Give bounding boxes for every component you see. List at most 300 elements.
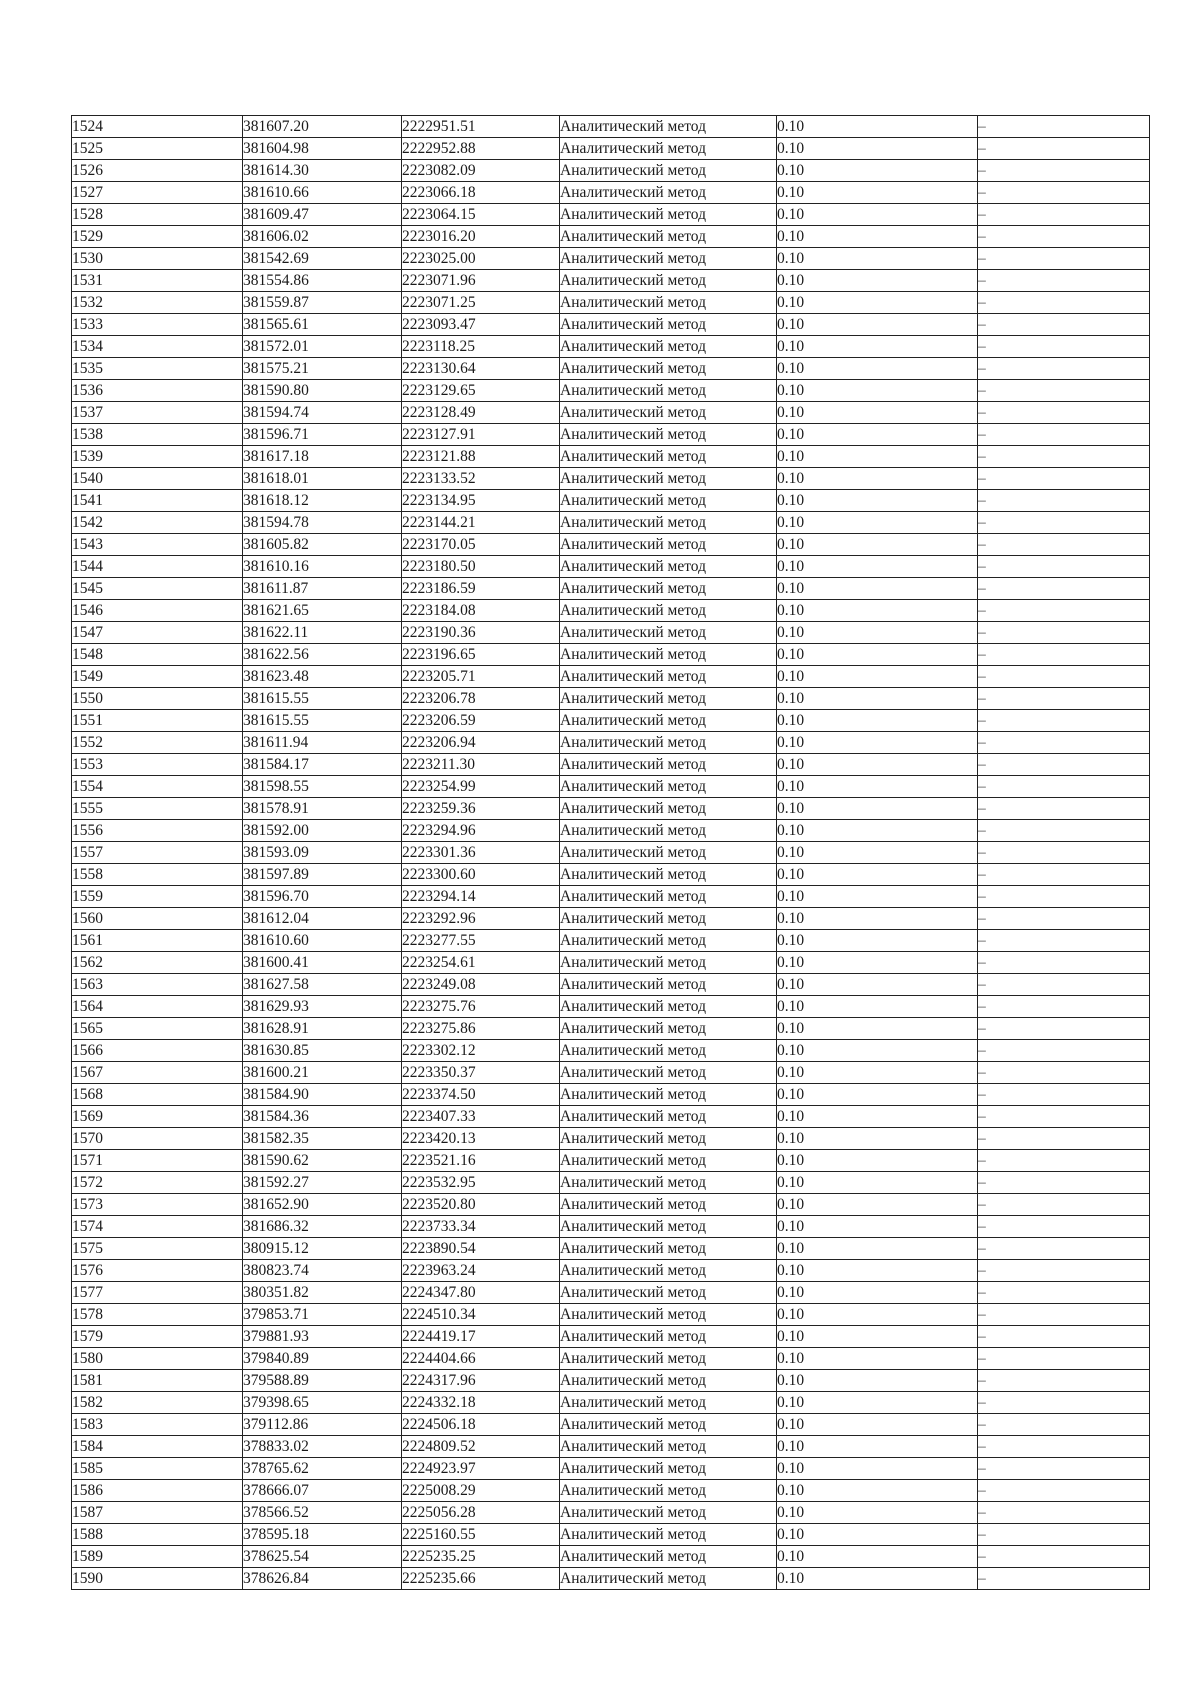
y-coordinate-cell: 2223275.76 bbox=[402, 996, 560, 1018]
y-coordinate-cell: 2224923.97 bbox=[402, 1458, 560, 1480]
note-cell: – bbox=[978, 1414, 1150, 1436]
method-cell: Аналитический метод bbox=[560, 1062, 777, 1084]
table-row bbox=[72, 1084, 1150, 1106]
method-cell: Аналитический метод bbox=[560, 182, 777, 204]
accuracy-cell: 0.10 bbox=[777, 666, 978, 688]
table-row bbox=[72, 182, 1150, 204]
note-cell: – bbox=[978, 248, 1150, 270]
accuracy-cell: 0.10 bbox=[777, 1282, 978, 1304]
accuracy-cell: 0.10 bbox=[777, 930, 978, 952]
point-number-cell: 1569 bbox=[72, 1106, 243, 1128]
y-coordinate-cell: 2223259.36 bbox=[402, 798, 560, 820]
method-cell: Аналитический метод bbox=[560, 402, 777, 424]
table-row bbox=[72, 842, 1150, 864]
point-number-cell: 1544 bbox=[72, 556, 243, 578]
method-cell: Аналитический метод bbox=[560, 248, 777, 270]
point-number-cell: 1549 bbox=[72, 666, 243, 688]
table-row bbox=[72, 754, 1150, 776]
method-cell: Аналитический метод bbox=[560, 204, 777, 226]
y-coordinate-cell: 2225235.66 bbox=[402, 1568, 560, 1590]
y-coordinate-cell: 2223249.08 bbox=[402, 974, 560, 996]
y-coordinate-cell: 2223118.25 bbox=[402, 336, 560, 358]
method-cell: Аналитический метод bbox=[560, 776, 777, 798]
table-row bbox=[72, 1546, 1150, 1568]
y-coordinate-cell: 2223066.18 bbox=[402, 182, 560, 204]
point-number-cell: 1540 bbox=[72, 468, 243, 490]
table-row bbox=[72, 666, 1150, 688]
point-number-cell: 1582 bbox=[72, 1392, 243, 1414]
method-cell: Аналитический метод bbox=[560, 1150, 777, 1172]
point-number-cell: 1539 bbox=[72, 446, 243, 468]
note-cell: – bbox=[978, 754, 1150, 776]
method-cell: Аналитический метод bbox=[560, 1018, 777, 1040]
x-coordinate-cell: 381611.94 bbox=[243, 732, 402, 754]
accuracy-cell: 0.10 bbox=[777, 1370, 978, 1392]
point-number-cell: 1534 bbox=[72, 336, 243, 358]
method-cell: Аналитический метод bbox=[560, 600, 777, 622]
x-coordinate-cell: 381554.86 bbox=[243, 270, 402, 292]
accuracy-cell: 0.10 bbox=[777, 688, 978, 710]
method-cell: Аналитический метод bbox=[560, 1128, 777, 1150]
method-cell: Аналитический метод bbox=[560, 380, 777, 402]
accuracy-cell: 0.10 bbox=[777, 710, 978, 732]
x-coordinate-cell: 378765.62 bbox=[243, 1458, 402, 1480]
x-coordinate-cell: 381592.00 bbox=[243, 820, 402, 842]
x-coordinate-cell: 381605.82 bbox=[243, 534, 402, 556]
point-number-cell: 1531 bbox=[72, 270, 243, 292]
x-coordinate-cell: 380351.82 bbox=[243, 1282, 402, 1304]
method-cell: Аналитический метод bbox=[560, 490, 777, 512]
note-cell: – bbox=[978, 292, 1150, 314]
y-coordinate-cell: 2225235.25 bbox=[402, 1546, 560, 1568]
method-cell: Аналитический метод bbox=[560, 1260, 777, 1282]
point-number-cell: 1568 bbox=[72, 1084, 243, 1106]
point-number-cell: 1525 bbox=[72, 138, 243, 160]
y-coordinate-cell: 2223071.25 bbox=[402, 292, 560, 314]
table-row bbox=[72, 1326, 1150, 1348]
y-coordinate-cell: 2223064.15 bbox=[402, 204, 560, 226]
point-number-cell: 1579 bbox=[72, 1326, 243, 1348]
table-row bbox=[72, 1216, 1150, 1238]
point-number-cell: 1527 bbox=[72, 182, 243, 204]
y-coordinate-cell: 2223130.64 bbox=[402, 358, 560, 380]
note-cell: – bbox=[978, 358, 1150, 380]
x-coordinate-cell: 378833.02 bbox=[243, 1436, 402, 1458]
y-coordinate-cell: 2223127.91 bbox=[402, 424, 560, 446]
method-cell: Аналитический метод bbox=[560, 336, 777, 358]
note-cell: – bbox=[978, 864, 1150, 886]
y-coordinate-cell: 2223093.47 bbox=[402, 314, 560, 336]
accuracy-cell: 0.10 bbox=[777, 842, 978, 864]
point-number-cell: 1530 bbox=[72, 248, 243, 270]
x-coordinate-cell: 381584.17 bbox=[243, 754, 402, 776]
method-cell: Аналитический метод bbox=[560, 754, 777, 776]
table-row bbox=[72, 556, 1150, 578]
table-row bbox=[72, 1502, 1150, 1524]
x-coordinate-cell: 381622.56 bbox=[243, 644, 402, 666]
method-cell: Аналитический метод bbox=[560, 1392, 777, 1414]
y-coordinate-cell: 2223206.94 bbox=[402, 732, 560, 754]
note-cell: – bbox=[978, 138, 1150, 160]
table-row bbox=[72, 1040, 1150, 1062]
point-number-cell: 1581 bbox=[72, 1370, 243, 1392]
method-cell: Аналитический метод bbox=[560, 512, 777, 534]
method-cell: Аналитический метод bbox=[560, 1480, 777, 1502]
x-coordinate-cell: 379853.71 bbox=[243, 1304, 402, 1326]
note-cell: – bbox=[978, 1084, 1150, 1106]
y-coordinate-cell: 2223016.20 bbox=[402, 226, 560, 248]
note-cell: – bbox=[978, 402, 1150, 424]
table-row bbox=[72, 1414, 1150, 1436]
accuracy-cell: 0.10 bbox=[777, 556, 978, 578]
accuracy-cell: 0.10 bbox=[777, 314, 978, 336]
point-number-cell: 1547 bbox=[72, 622, 243, 644]
point-number-cell: 1590 bbox=[72, 1568, 243, 1590]
x-coordinate-cell: 381612.04 bbox=[243, 908, 402, 930]
method-cell: Аналитический метод bbox=[560, 1194, 777, 1216]
point-number-cell: 1572 bbox=[72, 1172, 243, 1194]
table-row bbox=[72, 1304, 1150, 1326]
accuracy-cell: 0.10 bbox=[777, 996, 978, 1018]
point-number-cell: 1565 bbox=[72, 1018, 243, 1040]
accuracy-cell: 0.10 bbox=[777, 908, 978, 930]
note-cell: – bbox=[978, 424, 1150, 446]
note-cell: – bbox=[978, 380, 1150, 402]
method-cell: Аналитический метод bbox=[560, 798, 777, 820]
table-row bbox=[72, 270, 1150, 292]
point-number-cell: 1563 bbox=[72, 974, 243, 996]
x-coordinate-cell: 381604.98 bbox=[243, 138, 402, 160]
point-number-cell: 1548 bbox=[72, 644, 243, 666]
y-coordinate-cell: 2223196.65 bbox=[402, 644, 560, 666]
table-row bbox=[72, 446, 1150, 468]
method-cell: Аналитический метод bbox=[560, 820, 777, 842]
y-coordinate-cell: 2224317.96 bbox=[402, 1370, 560, 1392]
note-cell: – bbox=[978, 314, 1150, 336]
point-number-cell: 1537 bbox=[72, 402, 243, 424]
note-cell: – bbox=[978, 468, 1150, 490]
accuracy-cell: 0.10 bbox=[777, 1172, 978, 1194]
point-number-cell: 1574 bbox=[72, 1216, 243, 1238]
accuracy-cell: 0.10 bbox=[777, 1018, 978, 1040]
note-cell: – bbox=[978, 160, 1150, 182]
accuracy-cell: 0.10 bbox=[777, 1128, 978, 1150]
point-number-cell: 1551 bbox=[72, 710, 243, 732]
y-coordinate-cell: 2223407.33 bbox=[402, 1106, 560, 1128]
table-row bbox=[72, 908, 1150, 930]
x-coordinate-cell: 381594.78 bbox=[243, 512, 402, 534]
x-coordinate-cell: 381596.71 bbox=[243, 424, 402, 446]
note-cell: – bbox=[978, 732, 1150, 754]
x-coordinate-cell: 381596.70 bbox=[243, 886, 402, 908]
y-coordinate-cell: 2223186.59 bbox=[402, 578, 560, 600]
y-coordinate-cell: 2223294.14 bbox=[402, 886, 560, 908]
note-cell: – bbox=[978, 1260, 1150, 1282]
note-cell: – bbox=[978, 666, 1150, 688]
table-row bbox=[72, 490, 1150, 512]
note-cell: – bbox=[978, 1172, 1150, 1194]
note-cell: – bbox=[978, 1040, 1150, 1062]
x-coordinate-cell: 381590.62 bbox=[243, 1150, 402, 1172]
point-number-cell: 1545 bbox=[72, 578, 243, 600]
point-number-cell: 1573 bbox=[72, 1194, 243, 1216]
x-coordinate-cell: 379112.86 bbox=[243, 1414, 402, 1436]
y-coordinate-cell: 2223963.24 bbox=[402, 1260, 560, 1282]
accuracy-cell: 0.10 bbox=[777, 116, 978, 138]
table-row bbox=[72, 1106, 1150, 1128]
y-coordinate-cell: 2224510.34 bbox=[402, 1304, 560, 1326]
accuracy-cell: 0.10 bbox=[777, 270, 978, 292]
point-number-cell: 1552 bbox=[72, 732, 243, 754]
method-cell: Аналитический метод bbox=[560, 666, 777, 688]
point-number-cell: 1557 bbox=[72, 842, 243, 864]
accuracy-cell: 0.10 bbox=[777, 1062, 978, 1084]
method-cell: Аналитический метод bbox=[560, 644, 777, 666]
x-coordinate-cell: 379840.89 bbox=[243, 1348, 402, 1370]
x-coordinate-cell: 381590.80 bbox=[243, 380, 402, 402]
table-row bbox=[72, 864, 1150, 886]
x-coordinate-cell: 379588.89 bbox=[243, 1370, 402, 1392]
method-cell: Аналитический метод bbox=[560, 534, 777, 556]
x-coordinate-cell: 378666.07 bbox=[243, 1480, 402, 1502]
accuracy-cell: 0.10 bbox=[777, 226, 978, 248]
accuracy-cell: 0.10 bbox=[777, 776, 978, 798]
point-number-cell: 1567 bbox=[72, 1062, 243, 1084]
accuracy-cell: 0.10 bbox=[777, 1106, 978, 1128]
y-coordinate-cell: 2223520.80 bbox=[402, 1194, 560, 1216]
method-cell: Аналитический метод bbox=[560, 1370, 777, 1392]
accuracy-cell: 0.10 bbox=[777, 1480, 978, 1502]
note-cell: – bbox=[978, 1238, 1150, 1260]
method-cell: Аналитический метод bbox=[560, 842, 777, 864]
x-coordinate-cell: 381606.02 bbox=[243, 226, 402, 248]
accuracy-cell: 0.10 bbox=[777, 1436, 978, 1458]
point-number-cell: 1559 bbox=[72, 886, 243, 908]
note-cell: – bbox=[978, 1436, 1150, 1458]
x-coordinate-cell: 381621.65 bbox=[243, 600, 402, 622]
y-coordinate-cell: 2224404.66 bbox=[402, 1348, 560, 1370]
method-cell: Аналитический метод bbox=[560, 1502, 777, 1524]
table-row bbox=[72, 512, 1150, 534]
x-coordinate-cell: 381610.60 bbox=[243, 930, 402, 952]
note-cell: – bbox=[978, 1524, 1150, 1546]
note-cell: – bbox=[978, 1568, 1150, 1590]
method-cell: Аналитический метод bbox=[560, 138, 777, 160]
accuracy-cell: 0.10 bbox=[777, 446, 978, 468]
y-coordinate-cell: 2223350.37 bbox=[402, 1062, 560, 1084]
x-coordinate-cell: 381610.66 bbox=[243, 182, 402, 204]
point-number-cell: 1580 bbox=[72, 1348, 243, 1370]
x-coordinate-cell: 381597.89 bbox=[243, 864, 402, 886]
point-number-cell: 1560 bbox=[72, 908, 243, 930]
y-coordinate-cell: 2223733.34 bbox=[402, 1216, 560, 1238]
x-coordinate-cell: 381623.48 bbox=[243, 666, 402, 688]
table-row bbox=[72, 226, 1150, 248]
method-cell: Аналитический метод bbox=[560, 1304, 777, 1326]
table-row bbox=[72, 468, 1150, 490]
x-coordinate-cell: 381622.11 bbox=[243, 622, 402, 644]
accuracy-cell: 0.10 bbox=[777, 1150, 978, 1172]
accuracy-cell: 0.10 bbox=[777, 160, 978, 182]
y-coordinate-cell: 2224419.17 bbox=[402, 1326, 560, 1348]
accuracy-cell: 0.10 bbox=[777, 578, 978, 600]
method-cell: Аналитический метод bbox=[560, 578, 777, 600]
point-number-cell: 1546 bbox=[72, 600, 243, 622]
coordinates-table bbox=[71, 115, 1150, 1590]
point-number-cell: 1543 bbox=[72, 534, 243, 556]
y-coordinate-cell: 2223275.86 bbox=[402, 1018, 560, 1040]
y-coordinate-cell: 2224347.80 bbox=[402, 1282, 560, 1304]
method-cell: Аналитический метод bbox=[560, 160, 777, 182]
table-row bbox=[72, 1370, 1150, 1392]
note-cell: – bbox=[978, 930, 1150, 952]
method-cell: Аналитический метод bbox=[560, 468, 777, 490]
note-cell: – bbox=[978, 116, 1150, 138]
method-cell: Аналитический метод bbox=[560, 116, 777, 138]
y-coordinate-cell: 2223254.99 bbox=[402, 776, 560, 798]
note-cell: – bbox=[978, 952, 1150, 974]
accuracy-cell: 0.10 bbox=[777, 1326, 978, 1348]
point-number-cell: 1588 bbox=[72, 1524, 243, 1546]
y-coordinate-cell: 2224332.18 bbox=[402, 1392, 560, 1414]
method-cell: Аналитический метод bbox=[560, 930, 777, 952]
y-coordinate-cell: 2223294.96 bbox=[402, 820, 560, 842]
x-coordinate-cell: 381542.69 bbox=[243, 248, 402, 270]
y-coordinate-cell: 2223071.96 bbox=[402, 270, 560, 292]
table-row bbox=[72, 292, 1150, 314]
method-cell: Аналитический метод bbox=[560, 270, 777, 292]
table-row bbox=[72, 204, 1150, 226]
x-coordinate-cell: 381611.87 bbox=[243, 578, 402, 600]
note-cell: – bbox=[978, 1502, 1150, 1524]
table-row bbox=[72, 248, 1150, 270]
method-cell: Аналитический метод bbox=[560, 996, 777, 1018]
y-coordinate-cell: 2222952.88 bbox=[402, 138, 560, 160]
point-number-cell: 1554 bbox=[72, 776, 243, 798]
accuracy-cell: 0.10 bbox=[777, 754, 978, 776]
table-row bbox=[72, 1348, 1150, 1370]
x-coordinate-cell: 381592.27 bbox=[243, 1172, 402, 1194]
point-number-cell: 1586 bbox=[72, 1480, 243, 1502]
accuracy-cell: 0.10 bbox=[777, 1568, 978, 1590]
note-cell: – bbox=[978, 842, 1150, 864]
method-cell: Аналитический метод bbox=[560, 446, 777, 468]
accuracy-cell: 0.10 bbox=[777, 600, 978, 622]
method-cell: Аналитический метод bbox=[560, 952, 777, 974]
note-cell: – bbox=[978, 644, 1150, 666]
table-row bbox=[72, 138, 1150, 160]
table-row bbox=[72, 622, 1150, 644]
point-number-cell: 1556 bbox=[72, 820, 243, 842]
accuracy-cell: 0.10 bbox=[777, 886, 978, 908]
accuracy-cell: 0.10 bbox=[777, 1040, 978, 1062]
table-row bbox=[72, 1260, 1150, 1282]
point-number-cell: 1532 bbox=[72, 292, 243, 314]
point-number-cell: 1578 bbox=[72, 1304, 243, 1326]
table-row bbox=[72, 1018, 1150, 1040]
accuracy-cell: 0.10 bbox=[777, 1084, 978, 1106]
x-coordinate-cell: 378566.52 bbox=[243, 1502, 402, 1524]
table-row bbox=[72, 1282, 1150, 1304]
table-row bbox=[72, 1436, 1150, 1458]
table-row bbox=[72, 1062, 1150, 1084]
y-coordinate-cell: 2225008.29 bbox=[402, 1480, 560, 1502]
x-coordinate-cell: 381630.85 bbox=[243, 1040, 402, 1062]
table-row bbox=[72, 1150, 1150, 1172]
point-number-cell: 1541 bbox=[72, 490, 243, 512]
note-cell: – bbox=[978, 600, 1150, 622]
y-coordinate-cell: 2223374.50 bbox=[402, 1084, 560, 1106]
y-coordinate-cell: 2224809.52 bbox=[402, 1436, 560, 1458]
y-coordinate-cell: 2225056.28 bbox=[402, 1502, 560, 1524]
table-row bbox=[72, 710, 1150, 732]
y-coordinate-cell: 2223521.16 bbox=[402, 1150, 560, 1172]
x-coordinate-cell: 381565.61 bbox=[243, 314, 402, 336]
note-cell: – bbox=[978, 1216, 1150, 1238]
note-cell: – bbox=[978, 798, 1150, 820]
point-number-cell: 1584 bbox=[72, 1436, 243, 1458]
x-coordinate-cell: 381584.36 bbox=[243, 1106, 402, 1128]
table-row bbox=[72, 1480, 1150, 1502]
accuracy-cell: 0.10 bbox=[777, 1392, 978, 1414]
method-cell: Аналитический метод bbox=[560, 1282, 777, 1304]
point-number-cell: 1528 bbox=[72, 204, 243, 226]
method-cell: Аналитический метод bbox=[560, 1216, 777, 1238]
accuracy-cell: 0.10 bbox=[777, 952, 978, 974]
note-cell: – bbox=[978, 1458, 1150, 1480]
method-cell: Аналитический метод bbox=[560, 314, 777, 336]
x-coordinate-cell: 381614.30 bbox=[243, 160, 402, 182]
x-coordinate-cell: 381559.87 bbox=[243, 292, 402, 314]
y-coordinate-cell: 2223190.36 bbox=[402, 622, 560, 644]
accuracy-cell: 0.10 bbox=[777, 798, 978, 820]
point-number-cell: 1589 bbox=[72, 1546, 243, 1568]
point-number-cell: 1564 bbox=[72, 996, 243, 1018]
method-cell: Аналитический метод bbox=[560, 556, 777, 578]
table-row bbox=[72, 952, 1150, 974]
point-number-cell: 1566 bbox=[72, 1040, 243, 1062]
point-number-cell: 1526 bbox=[72, 160, 243, 182]
accuracy-cell: 0.10 bbox=[777, 1524, 978, 1546]
table-row bbox=[72, 776, 1150, 798]
x-coordinate-cell: 378625.54 bbox=[243, 1546, 402, 1568]
y-coordinate-cell: 2223206.59 bbox=[402, 710, 560, 732]
point-number-cell: 1524 bbox=[72, 116, 243, 138]
y-coordinate-cell: 2225160.55 bbox=[402, 1524, 560, 1546]
table-row bbox=[72, 1194, 1150, 1216]
note-cell: – bbox=[978, 820, 1150, 842]
y-coordinate-cell: 2223301.36 bbox=[402, 842, 560, 864]
accuracy-cell: 0.10 bbox=[777, 1502, 978, 1524]
accuracy-cell: 0.10 bbox=[777, 380, 978, 402]
y-coordinate-cell: 2224506.18 bbox=[402, 1414, 560, 1436]
note-cell: – bbox=[978, 1326, 1150, 1348]
y-coordinate-cell: 2223300.60 bbox=[402, 864, 560, 886]
point-number-cell: 1570 bbox=[72, 1128, 243, 1150]
accuracy-cell: 0.10 bbox=[777, 1304, 978, 1326]
x-coordinate-cell: 381594.74 bbox=[243, 402, 402, 424]
note-cell: – bbox=[978, 578, 1150, 600]
x-coordinate-cell: 381598.55 bbox=[243, 776, 402, 798]
method-cell: Аналитический метод bbox=[560, 622, 777, 644]
note-cell: – bbox=[978, 182, 1150, 204]
point-number-cell: 1538 bbox=[72, 424, 243, 446]
table-row bbox=[72, 314, 1150, 336]
note-cell: – bbox=[978, 534, 1150, 556]
y-coordinate-cell: 2223211.30 bbox=[402, 754, 560, 776]
table-row bbox=[72, 336, 1150, 358]
accuracy-cell: 0.10 bbox=[777, 204, 978, 226]
